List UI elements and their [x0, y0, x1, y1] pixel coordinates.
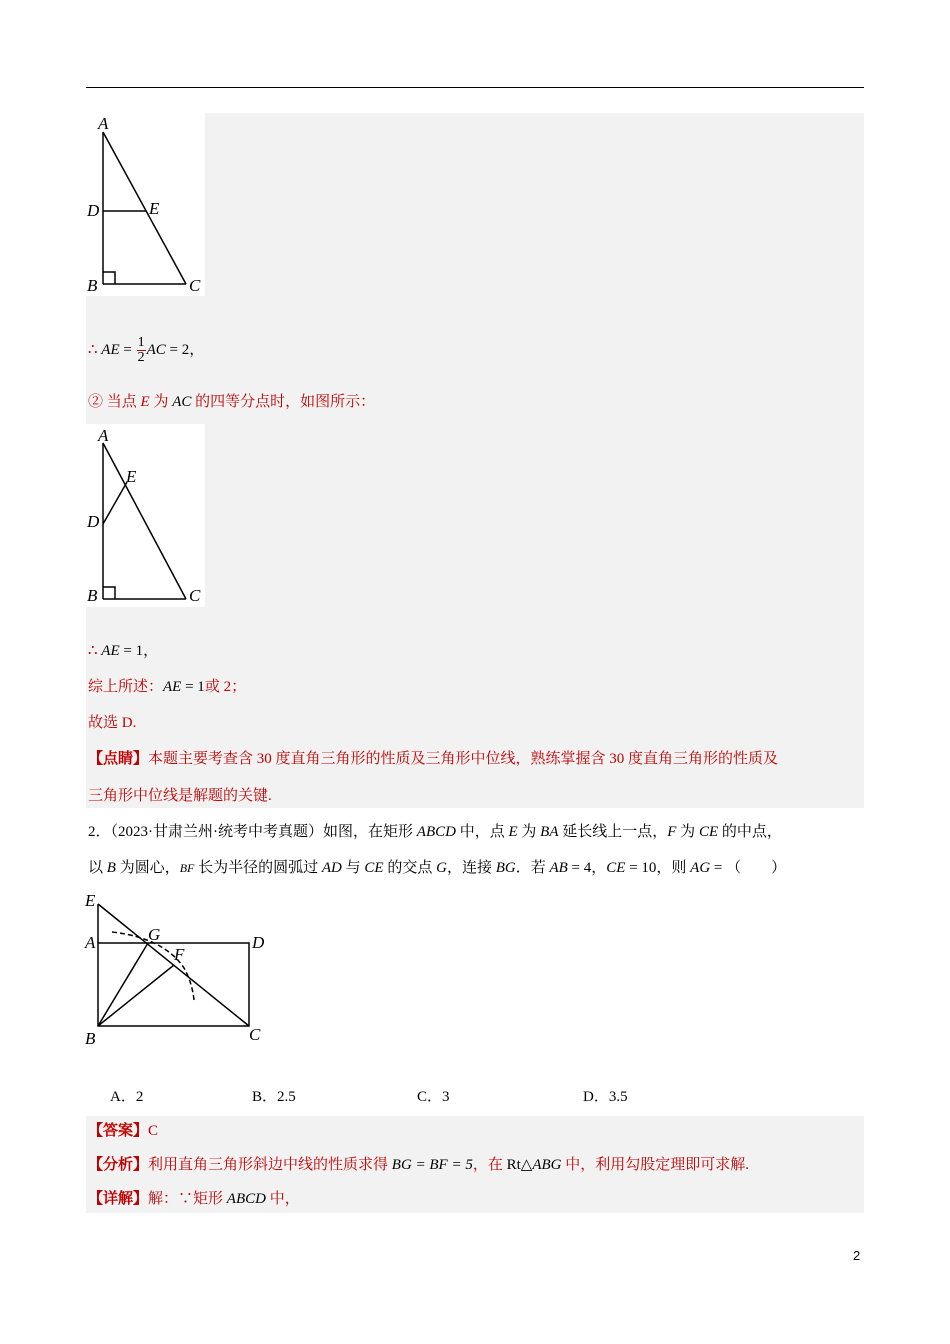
label-d: D: [87, 201, 100, 220]
dianjing-line-2: 三角形中位线是解题的关键.: [88, 788, 272, 804]
label-d: D: [87, 512, 100, 531]
header-rule: [86, 87, 864, 88]
label-a: A: [85, 933, 96, 952]
option-c[interactable]: C．3: [417, 1089, 450, 1105]
question2-line-1: 2．（2023·甘肃兰州·统考中考真题）如图，在矩形 ABCD 中，点 E 为 BA 延长线上一点，F 为 CE 的中点，: [88, 824, 782, 840]
label-a: A: [98, 114, 109, 133]
figure-triangle-quarter: [86, 424, 205, 607]
case-quarter-point: ② 当点 E 为 AC 的四等分点时，如图所示：: [88, 394, 376, 410]
label-b: B: [85, 1029, 96, 1048]
label-f: F: [174, 945, 185, 964]
label-e: E: [126, 467, 137, 486]
line-ae-half: ∴ AE = $\frac{1}{2}$ AC = 2，: [88, 335, 205, 365]
label-e: E: [85, 891, 96, 910]
analysis-line: 【分析】利用直角三角形斜边中线的性质求得 BG = BF = 5，在 Rt△ABG 中，利用勾股定理即可求解.: [88, 1157, 750, 1173]
figure-triangle-midline: [86, 113, 205, 296]
label-c: C: [249, 1025, 261, 1044]
label-c: C: [189, 276, 201, 295]
label-d: D: [252, 933, 265, 952]
question2-line-2: 以 B 为圆心，BF 长为半径的圆弧过 AD 与 CE 的交点 G，连接 BG．若 AB = 4，CE = 10，则 AG = （ ）: [88, 860, 787, 876]
figure-rectangle: [84, 890, 274, 1050]
dianjing-line-1: 【点睛】本题主要考查含 30 度直角三角形的性质及三角形中位线，熟练掌握含 30 度直角三角形的性质及: [88, 751, 779, 767]
label-e: E: [149, 199, 160, 218]
label-g: G: [148, 925, 161, 944]
page-number: 2: [853, 1248, 861, 1263]
label-a: A: [98, 426, 109, 445]
label-b: B: [87, 276, 98, 295]
answer-line: 【答案】C: [88, 1123, 159, 1139]
option-a[interactable]: A．2: [110, 1089, 144, 1105]
detail-line: 【详解】解：∵矩形 ABCD 中，: [88, 1191, 300, 1207]
option-b[interactable]: B．2.5: [252, 1089, 296, 1105]
option-d[interactable]: D．3.5: [583, 1089, 628, 1105]
summary-line: 综上所述：AE = 1或 2；: [88, 679, 247, 695]
label-c: C: [189, 586, 201, 605]
choice-line: 故选 D.: [88, 715, 137, 731]
line-ae-one: ∴ AE = 1，: [88, 643, 159, 659]
label-b: B: [87, 586, 98, 605]
